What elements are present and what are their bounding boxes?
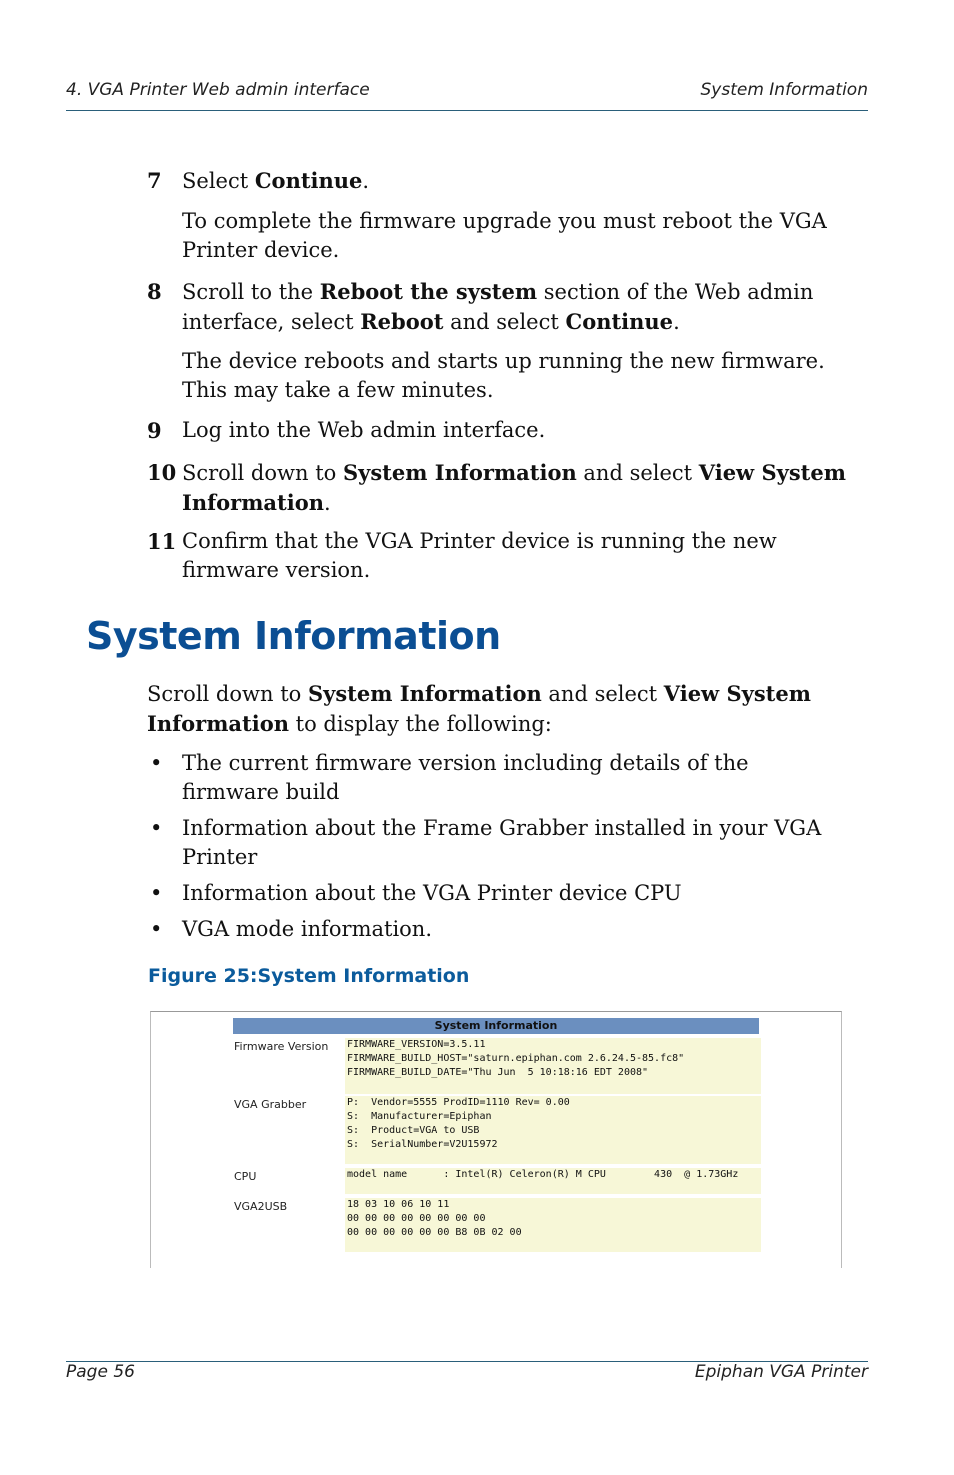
step-10-text: Scroll down to System Information and select View System Information. <box>182 460 846 515</box>
system-info-figure <box>150 1011 842 1268</box>
row-label-cpu: CPU <box>234 1170 257 1183</box>
footer-page-number: Page 56 <box>66 1362 135 1382</box>
section-intro: Scroll down to System Information and select View System Information to display the following: <box>147 681 811 736</box>
section-title: System Information <box>86 614 501 658</box>
bullet-item: VGA mode information. <box>182 917 433 941</box>
step-9-text: Log into the Web admin interface. <box>182 418 546 442</box>
step-7-text: Select Continue. <box>182 168 370 193</box>
step-8-text: Scroll to the Reboot the system section of the Web admin interface, select Reboot and select Continue. <box>182 279 814 334</box>
row-label-grabber: VGA Grabber <box>234 1098 307 1111</box>
row-label-firmware: Firmware Version <box>234 1040 329 1053</box>
row-value-firmware: FIRMWARE_VERSION=3.5.11 FIRMWARE_BUILD_HOST="saturn.epiphan.com 2.6.24.5-85.fc8" FIRMWARE_BUILD_DATE="Thu Jun 5 10:18:16 EDT 2008" <box>345 1038 761 1094</box>
bullet-item: Information about the Frame Grabber installed in your VGA Printer <box>182 816 822 869</box>
bullet-marker: • <box>150 816 163 840</box>
header-section: System Information <box>700 80 868 100</box>
step-number: 10 <box>147 460 177 485</box>
page-footer <box>66 1361 868 1392</box>
step-7-note: To complete the firmware upgrade you must reboot the VGA Printer device. <box>182 209 827 262</box>
figure-caption: Figure 25:System Information <box>148 965 470 987</box>
step-11-text: Confirm that the VGA Printer device is running the new firmware version. <box>182 529 777 582</box>
bullet-marker: • <box>150 751 163 775</box>
bullet-marker: • <box>150 881 163 905</box>
footer-product: Epiphan VGA Printer <box>694 1362 868 1382</box>
step-8-note: The device reboots and starts up running the new firmware. This may take a few minutes. <box>182 349 825 402</box>
header-chapter: 4. VGA Printer Web admin interface <box>66 80 370 100</box>
figure-title-bar: System Information <box>233 1018 759 1034</box>
bullet-marker: • <box>150 917 163 941</box>
page-header <box>66 80 868 111</box>
step-number: 11 <box>147 529 177 554</box>
row-value-cpu: model name : Intel(R) Celeron(R) M CPU 430 @ 1.73GHz <box>345 1168 761 1194</box>
step-number: 7 <box>147 168 162 193</box>
row-value-grabber: P: Vendor=5555 ProdID=1110 Rev= 0.00 S: Manufacturer=Epiphan S: Product=VGA to USB S: SerialNumber=V2U15972 <box>345 1096 761 1164</box>
row-label-vga2usb: VGA2USB <box>234 1200 288 1213</box>
bullet-item: Information about the VGA Printer device CPU <box>182 881 682 905</box>
step-number: 9 <box>147 418 162 443</box>
step-number: 8 <box>147 279 162 304</box>
bullet-item: The current firmware version including details of the firmware build <box>182 751 749 804</box>
row-value-vga2usb: 18 03 10 06 10 11 00 00 00 00 00 00 00 00 00 00 00 00 00 00 B8 0B 02 00 <box>345 1198 761 1252</box>
